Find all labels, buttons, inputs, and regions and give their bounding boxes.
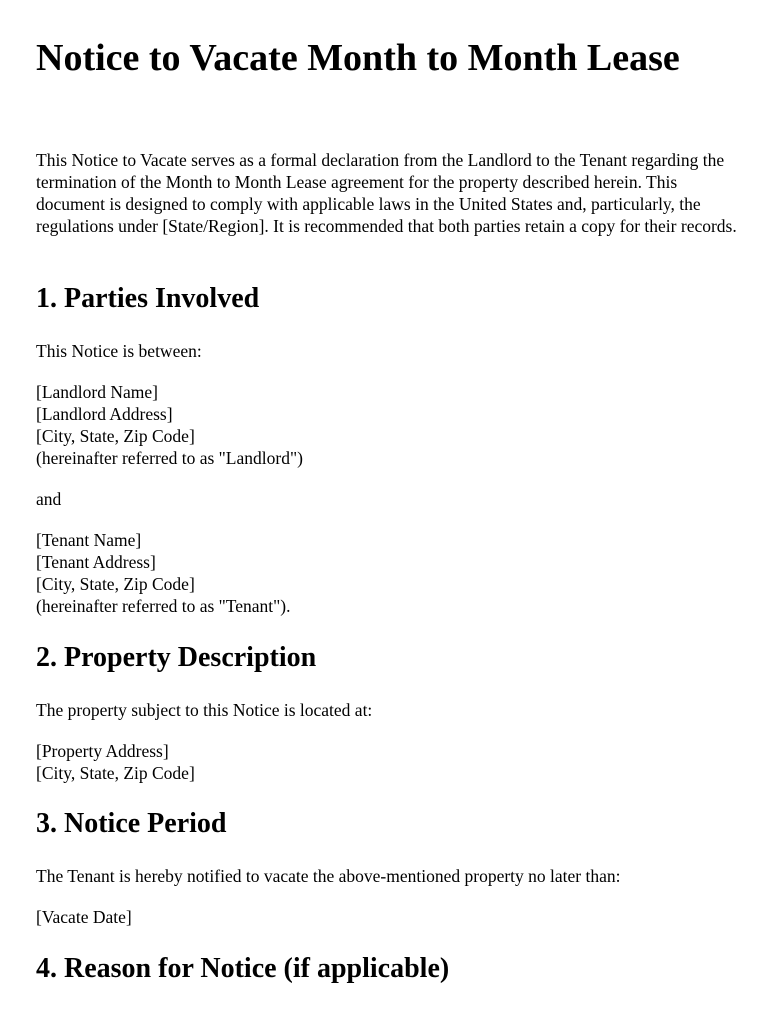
landlord-block: [36, 381, 303, 469]
tenant-city-state-zip: [City, State, Zip Code]: [36, 574, 195, 594]
tenant-address: [Tenant Address]: [36, 552, 156, 572]
tenant-block: [36, 529, 291, 617]
property-address: [Property Address]: [36, 741, 169, 761]
section-heading-notice-period: 3. Notice Period: [36, 808, 227, 839]
parties-lead: This Notice is between:: [36, 341, 202, 361]
intro-paragraph: This Notice to Vacate serves as a formal declaration from the Landlord to the Tenant regarding the termination of the Month to Month Lease agreement for the property described herein. This document is designed to comply with applicable laws in the United States and, particularly, the regulations under [State/Region]. It is recommended that both parties retain a copy for their records.: [36, 150, 737, 236]
landlord-designation: (hereinafter referred to as "Landlord"): [36, 448, 303, 468]
property-lead: The property subject to this Notice is located at:: [36, 700, 373, 720]
section-heading-parties: 1. Parties Involved: [36, 283, 260, 314]
tenant-designation: (hereinafter referred to as "Tenant").: [36, 596, 291, 616]
landlord-city-state-zip: [City, State, Zip Code]: [36, 426, 195, 446]
parties-connector: and: [36, 489, 62, 509]
landlord-address: [Landlord Address]: [36, 404, 173, 424]
landlord-name: [Landlord Name]: [36, 382, 158, 402]
property-city-state-zip: [City, State, Zip Code]: [36, 763, 195, 783]
document-title: Notice to Vacate Month to Month Lease: [36, 37, 680, 79]
notice-period-lead: The Tenant is hereby notified to vacate the above-mentioned property no later than:: [36, 866, 621, 886]
property-address-block: [36, 740, 195, 784]
tenant-name: [Tenant Name]: [36, 530, 142, 550]
vacate-date: [Vacate Date]: [36, 907, 132, 927]
section-heading-property: 2. Property Description: [36, 642, 317, 673]
section-heading-reason: 4. Reason for Notice (if applicable): [36, 953, 450, 984]
